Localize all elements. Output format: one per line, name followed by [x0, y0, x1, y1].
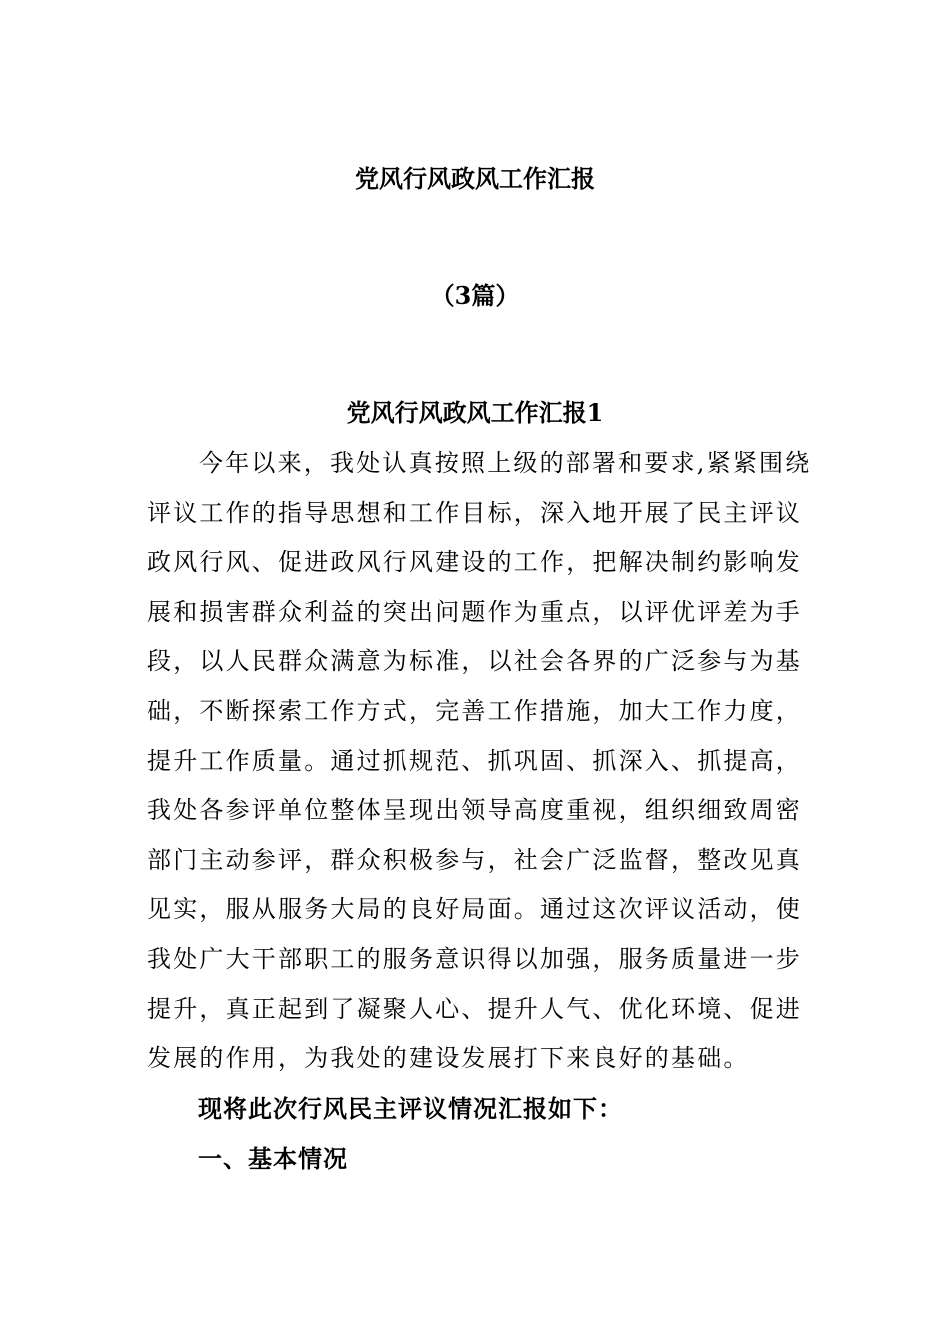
paragraph-line: 提升工作质量。通过抓规范、抓巩固、抓深入、抓提高， [147, 746, 802, 775]
section-heading-basic-situation: 一、基本情况 [198, 1144, 348, 1173]
paragraph-line: 我处广大干部职工的服务意识得以加强，服务质量进一步 [147, 944, 802, 973]
paragraph-line: 发展的作用，为我处的建设发展打下来良好的基础。 [147, 1044, 750, 1073]
paragraph-line: 展和损害群众利益的突出问题作为重点，以评优评差为手 [147, 597, 802, 626]
paragraph-line: 今年以来，我处认真按照上级的部署和要求,紧紧围绕 [199, 449, 812, 477]
paragraph-line: 提升，真正起到了凝聚人心、提升人气、优化环境、促进 [147, 994, 802, 1023]
section-title: 党风行风政风工作汇报1 [346, 398, 604, 427]
paragraph-line: 础，不断探索工作方式，完善工作措施，加大工作力度， [147, 696, 802, 725]
paragraph-line: 评议工作的指导思想和工作目标，深入地开展了民主评议 [147, 498, 802, 527]
paragraph-line: 我处各参评单位整体呈现出领导高度重视，组织细致周密 [147, 796, 802, 825]
body-paragraph-1 [147, 439, 812, 1084]
paragraph-line: 段，以人民群众满意为标准，以社会各界的广泛参与为基 [147, 647, 802, 676]
paragraph-line: 部门主动参评，群众积极参与，社会广泛监督，整改见真 [147, 845, 802, 874]
document-subtitle: （3篇） [430, 281, 520, 310]
document-title: 党风行风政风工作汇报 [355, 164, 595, 193]
paragraph-line: 见实，服从服务大局的良好局面。通过这次评议活动，使 [147, 895, 802, 924]
paragraph-line: 政风行风、促进政风行风建设的工作，把解决制约影响发 [147, 548, 802, 577]
body-paragraph-2: 现将此次行风民主评议情况汇报如下： [198, 1094, 623, 1123]
